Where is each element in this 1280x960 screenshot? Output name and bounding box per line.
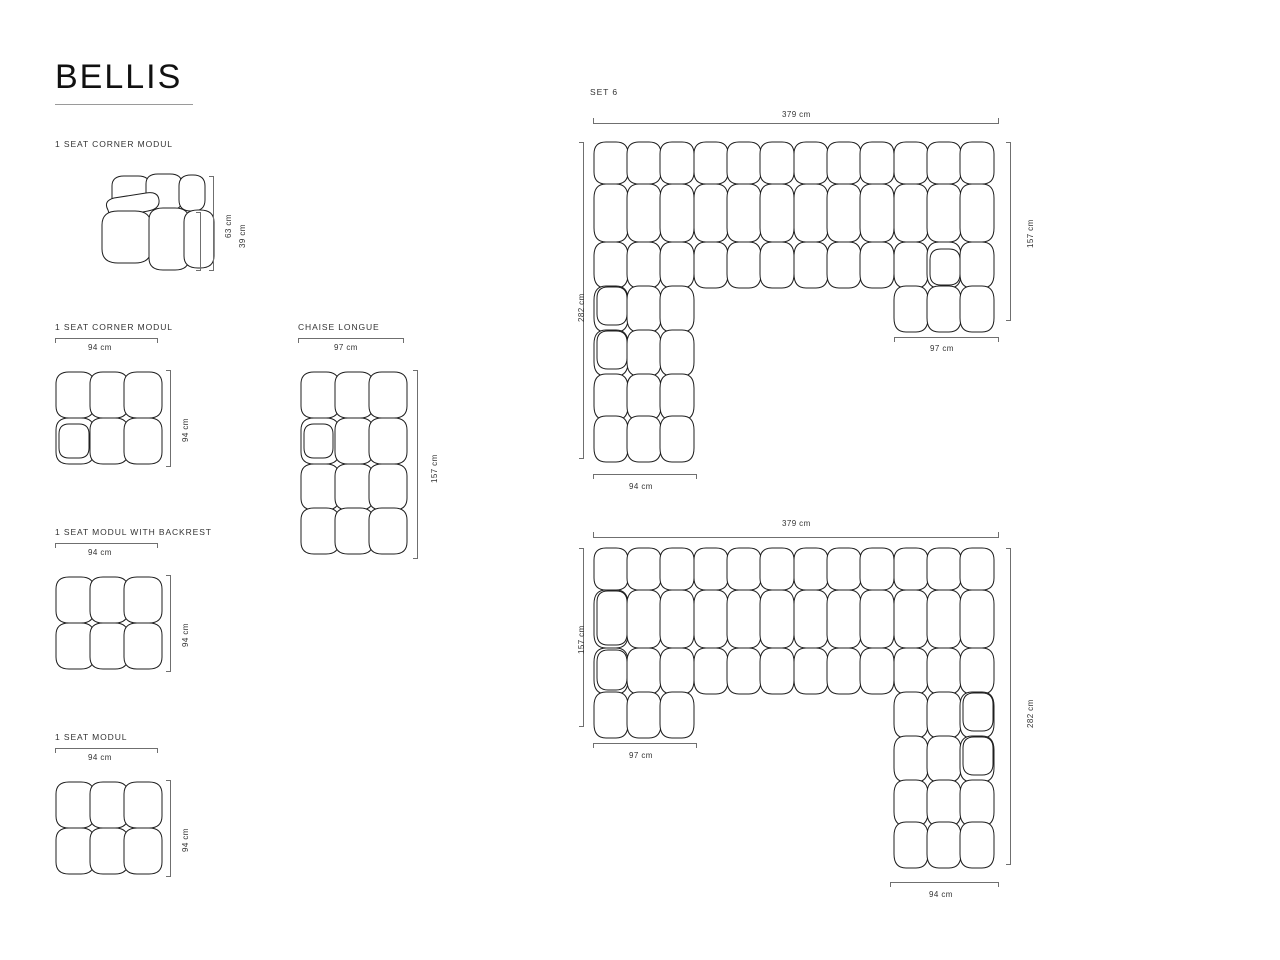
- dim-rule-corner-width: [55, 338, 158, 339]
- dim-setA-right-157: 157 cm: [1026, 219, 1035, 248]
- dim-rule-modul-depth: [170, 780, 171, 876]
- dim-rule-backrest-width: [55, 543, 158, 544]
- dim-tick: [1006, 548, 1011, 549]
- dim-tick: [593, 118, 594, 123]
- label-corner-perspective: 1 SEAT CORNER MODUL: [55, 139, 173, 149]
- dim-corner-height-39: 39 cm: [238, 224, 247, 248]
- dim-setA-depth-282: 282 cm: [577, 293, 586, 322]
- dim-rule-setB-bottom-right: [890, 882, 998, 883]
- dim-backrest-width-94: 94 cm: [88, 548, 112, 557]
- module-chaise-longue: [296, 368, 412, 564]
- dim-rule-setA-bottom-left: [593, 474, 697, 475]
- dim-tick: [1006, 142, 1011, 143]
- dim-rule-setA-right: [1010, 142, 1011, 320]
- dim-tick: [998, 118, 999, 123]
- dim-backrest-depth-94: 94 cm: [181, 623, 190, 647]
- label-chaise-longue: CHAISE LONGUE: [298, 322, 380, 332]
- dim-corner-width-94: 94 cm: [88, 343, 112, 352]
- dim-rule-63: [213, 176, 214, 270]
- dim-rule-setB-right: [1010, 548, 1011, 864]
- dim-tick: [998, 882, 999, 887]
- label-set-6: SET 6: [590, 87, 618, 97]
- dim-rule-39: [200, 212, 201, 270]
- module-corner-perspective: [50, 168, 210, 278]
- dim-rule-backrest-depth: [170, 575, 171, 671]
- dim-tick: [55, 543, 56, 548]
- set-layout-left-hand: [590, 138, 1004, 466]
- dim-rule-chaise-width: [298, 338, 404, 339]
- dim-rule-setA-top: [593, 123, 999, 124]
- label-modul-with-backrest: 1 SEAT MODUL WITH BACKREST: [55, 527, 212, 537]
- dim-setA-bottom-left-94: 94 cm: [629, 482, 653, 491]
- dim-modul-depth-94: 94 cm: [181, 828, 190, 852]
- label-corner-top: 1 SEAT CORNER MODUL: [55, 322, 173, 332]
- dim-modul-width-94: 94 cm: [88, 753, 112, 762]
- dim-tick: [166, 780, 171, 781]
- dim-tick: [157, 748, 158, 753]
- dim-tick: [196, 270, 201, 271]
- dim-corner-depth-94: 94 cm: [181, 418, 190, 442]
- dim-setB-right-282: 282 cm: [1026, 699, 1035, 728]
- dim-tick: [1006, 320, 1011, 321]
- dim-tick: [413, 370, 418, 371]
- dim-tick: [209, 176, 214, 177]
- dim-tick: [157, 543, 158, 548]
- dim-setB-left-157: 157 cm: [577, 625, 586, 654]
- dim-tick: [209, 270, 214, 271]
- dim-rule-corner-depth: [170, 370, 171, 466]
- dim-tick: [890, 882, 891, 887]
- dim-setB-width-379: 379 cm: [782, 519, 811, 528]
- dim-tick: [298, 338, 299, 343]
- dim-tick: [696, 474, 697, 479]
- dim-chaise-width-97: 97 cm: [334, 343, 358, 352]
- dim-setB-bottom-left-97: 97 cm: [629, 751, 653, 760]
- dim-tick: [157, 338, 158, 343]
- dim-tick: [579, 548, 584, 549]
- dim-tick: [413, 558, 418, 559]
- dim-tick: [579, 458, 584, 459]
- module-modul-with-backrest: [52, 573, 164, 693]
- dim-tick: [166, 370, 171, 371]
- set-layout-right-hand: [590, 544, 1004, 872]
- dim-tick: [403, 338, 404, 343]
- page-title: BELLIS: [55, 58, 183, 96]
- dim-corner-height-63: 63 cm: [224, 214, 233, 238]
- dim-tick: [166, 876, 171, 877]
- dim-setA-bottom-right-97: 97 cm: [930, 344, 954, 353]
- dim-tick: [196, 212, 201, 213]
- dim-rule-setB-top: [593, 537, 999, 538]
- dim-tick: [593, 474, 594, 479]
- dim-tick: [579, 726, 584, 727]
- dim-setA-width-379: 379 cm: [782, 110, 811, 119]
- dim-tick: [166, 671, 171, 672]
- dim-setB-bottom-right-94: 94 cm: [929, 890, 953, 899]
- dim-tick: [55, 748, 56, 753]
- dim-tick: [998, 532, 999, 537]
- dim-rule-modul-width: [55, 748, 158, 749]
- dim-tick: [593, 532, 594, 537]
- dim-tick: [166, 466, 171, 467]
- dim-chaise-depth-157: 157 cm: [430, 454, 439, 483]
- dim-tick: [166, 575, 171, 576]
- module-corner-top: [52, 368, 164, 488]
- dim-tick: [1006, 864, 1011, 865]
- dim-tick: [55, 338, 56, 343]
- dim-rule-chaise-depth: [417, 370, 418, 558]
- label-modul: 1 SEAT MODUL: [55, 732, 128, 742]
- title-divider: [55, 104, 193, 105]
- dim-tick: [579, 142, 584, 143]
- module-modul: [52, 778, 164, 898]
